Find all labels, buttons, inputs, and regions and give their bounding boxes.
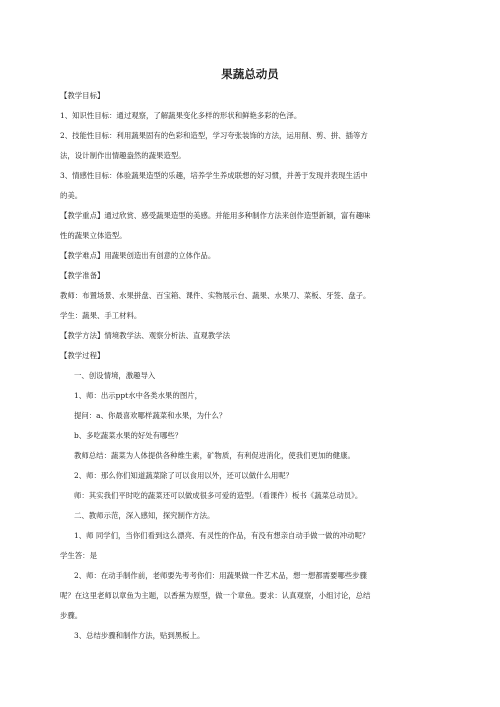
text-line-27: 步骤。 bbox=[60, 611, 83, 620]
text-line-2: 1、知识性目标：通过观察，了解蔬果变化多样的形状和鲜艳多彩的色泽。 bbox=[60, 111, 302, 120]
text-line-13: 【教学方法】情境教学法、观察分析法、直观教学法 bbox=[60, 331, 230, 340]
text-line-5: 3、情感性目标：体验蔬果造型的乐趣，培养学生养成联想的好习惯，并善于发现并表现生活中 bbox=[60, 171, 368, 180]
text-line-26: 呢？在这里老师以章鱼为主题，以香蕉为原型，做一个章鱼。要求：认真观察，小组讨论，总结 bbox=[60, 591, 371, 600]
text-line-10: 【教学准备】 bbox=[60, 271, 105, 280]
text-line-15: 一、创设情境，激趣导入 bbox=[74, 371, 156, 380]
text-line-7: 【教学重点】通过欣赏、感受蔬果造型的美感。并能用多种制作方法来创作造型新颖，富有趣味 bbox=[60, 211, 371, 220]
text-line-28: 3、总结步骤和制作方法，贴到黑板上。 bbox=[74, 631, 205, 640]
text-line-25: 2、师：在动手制作前，老师要先考考你们：用蔬果做一件艺术品，想一想都需要哪些步骤 bbox=[74, 571, 367, 580]
text-line-9: 【教学难点】用蔬果创造出有创意的立体作品。 bbox=[60, 251, 216, 260]
text-line-17: 提问：a、你最喜欢哪样蔬菜和水果，为什么？ bbox=[74, 411, 227, 420]
text-line-11: 教师：布置场景、水果拼盘、百宝箱、课件、实物展示台、蔬果、水果刀、菜板、牙签、盘子。 bbox=[60, 291, 371, 300]
text-line-22: 二、教师示范，深入感知，探究制作方法。 bbox=[74, 511, 215, 520]
document-title: 果蔬总动员 bbox=[221, 67, 279, 81]
text-line-14: 【教学过程】 bbox=[60, 351, 105, 360]
text-line-21: 师：其实我们平时吃的蔬菜还可以做成很多可爱的造型。（看课件）板书《蔬菜总动员》。 bbox=[74, 491, 363, 500]
text-line-24: 学生答：是 bbox=[60, 551, 97, 560]
text-line-23: 1、师 同学们，当你们看到这么漂亮、有灵性的作品，有没有想亲自动手做一做的冲动呢？ bbox=[74, 531, 370, 540]
text-line-6: 的美。 bbox=[60, 191, 83, 200]
text-line-20: 2、师：那么你们知道蔬菜除了可以食用以外，还可以做什么用呢？ bbox=[74, 471, 294, 480]
text-line-16: 1、师：出示ppt水中各类水果的图片， bbox=[74, 391, 202, 400]
text-line-4: 法，设计制作出情趣盎然的蔬果造型。 bbox=[60, 151, 186, 160]
text-line-18: b、多吃蔬菜水果的好处有哪些？ bbox=[74, 431, 183, 440]
text-line-3: 2、技能性目标：利用蔬果固有的色彩和造型，学习夸张装饰的方法，运用削、剪、拼、插等方 bbox=[60, 131, 368, 140]
text-line-1: 【教学目标】 bbox=[60, 91, 105, 100]
text-line-19: 教师总结：蔬菜为人体提供各种维生素，矿物质，有利促进消化，使我们更加的健康。 bbox=[74, 451, 355, 460]
text-line-8: 性的蔬果立体造型。 bbox=[60, 231, 127, 240]
text-line-12: 学生：蔬果、手工材料。 bbox=[60, 311, 142, 320]
